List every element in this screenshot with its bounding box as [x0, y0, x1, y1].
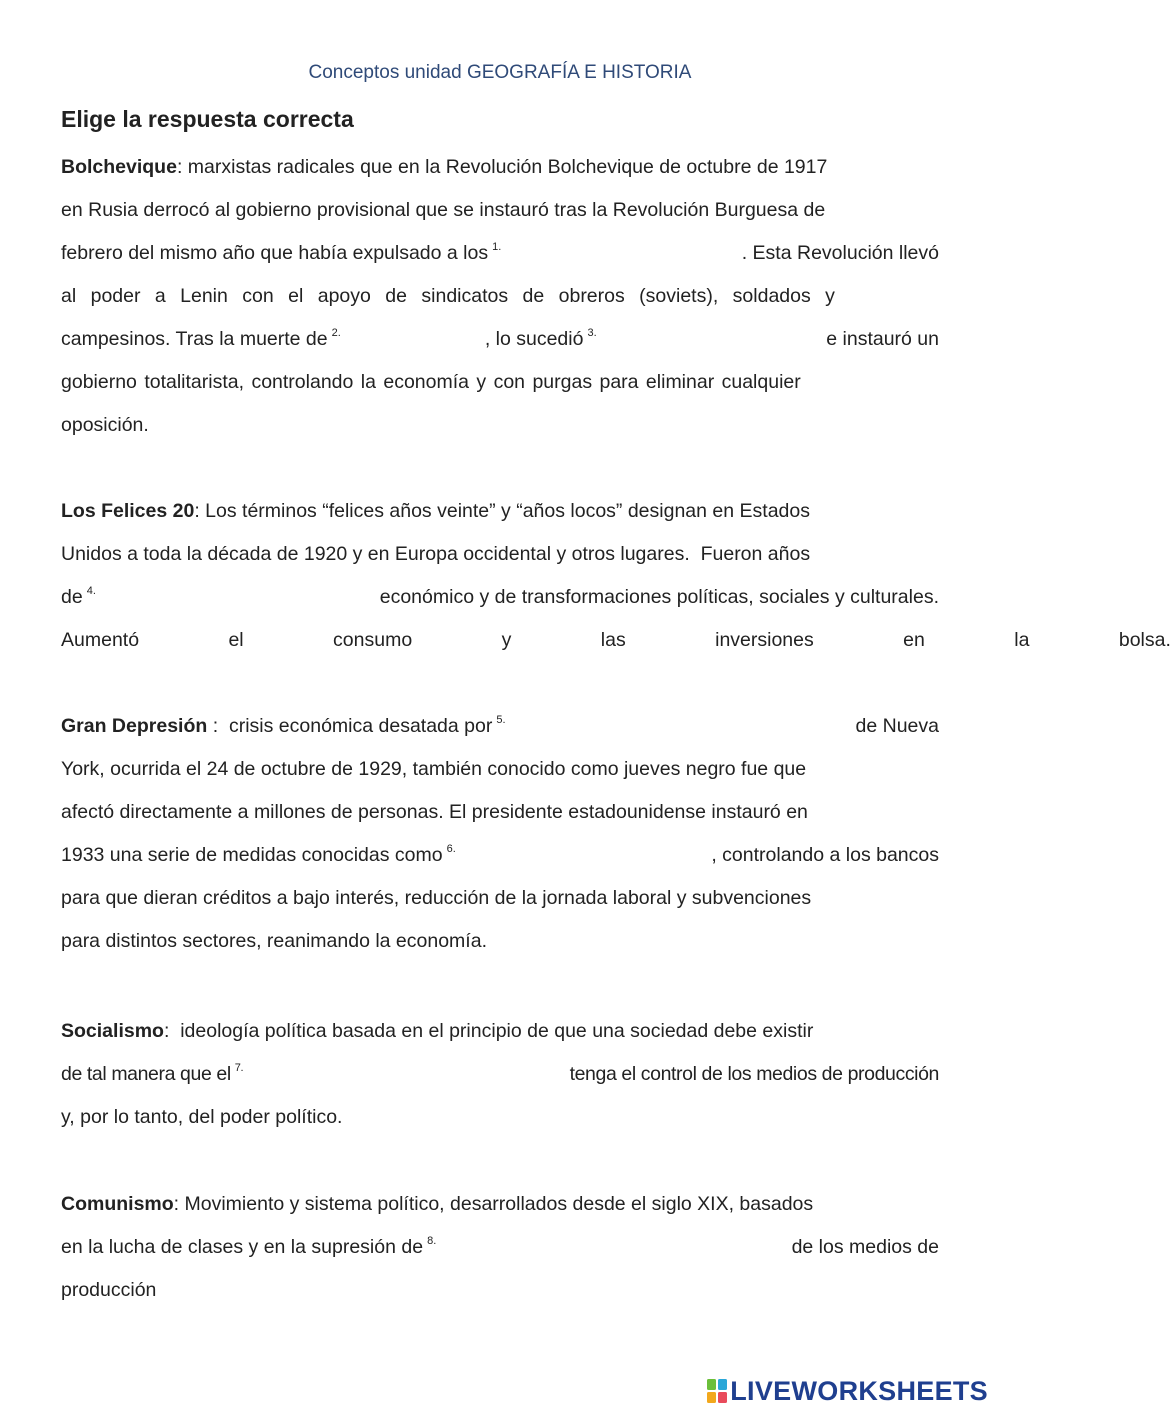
blank-number-7: 7. — [234, 1062, 244, 1074]
definition-text: en Rusia derrocó al gobierno provisional que se instauró tras la Revolución Burguesa de — [61, 199, 826, 221]
blank-number-2: 2. — [331, 327, 341, 339]
definition-text: para distintos sectores, reanimando la economía. — [61, 930, 487, 952]
definition-text: : marxistas radicales que en la Revolución Bolchevique de octubre de 1917 — [176, 156, 828, 178]
definition-text: : crisis económica desatada por — [207, 715, 493, 737]
definition-text: 1933 una serie de medidas conocidas como — [61, 844, 443, 866]
worksheet-title: Conceptos unidad GEOGRAFÍA E HISTORIA — [308, 62, 692, 83]
definition-text: al poder a Lenin con el apoyo de sindicatos de obreros (soviets), soldados y — [61, 285, 835, 307]
section-comunismo — [61, 1183, 939, 1312]
blank-number-3: 3. — [587, 327, 597, 339]
text-line — [61, 1269, 939, 1312]
instructions-heading: Elige la respuesta correcta — [61, 106, 354, 132]
definition-text: : ideología política basada en el principio de que una sociedad debe existir — [163, 1020, 814, 1042]
definition-text: tenga el control de los medios de producción — [569, 1063, 939, 1085]
text-line — [61, 920, 939, 963]
answer-input-2[interactable] — [341, 326, 485, 354]
answer-input-3[interactable] — [597, 326, 711, 354]
text-line — [61, 361, 939, 404]
term-bolchevique: Bolchevique — [61, 156, 177, 178]
definition-text: febrero del mismo año que había expulsado a los — [61, 242, 489, 264]
term-felices-20: Los Felices 20 — [61, 500, 195, 522]
definition-text: para que dieran créditos a bajo interés, reducción de la jornada laboral y subvenciones — [61, 887, 812, 909]
term-gran-depresion: Gran Depresión — [61, 715, 208, 737]
definition-text: campesinos. Tras la muerte de — [61, 328, 328, 350]
text-line — [61, 705, 939, 748]
text-line — [61, 1010, 939, 1053]
answer-input-1[interactable] — [501, 240, 635, 268]
blank-number-8: 8. — [427, 1235, 437, 1247]
definition-text: en la lucha de clases y en la supresión de — [61, 1236, 424, 1258]
definition-text: afectó directamente a millones de personas. El presidente estadounidense instauró en — [61, 801, 808, 823]
text-line — [61, 146, 939, 189]
answer-input-6[interactable] — [456, 842, 600, 870]
definition-text: de los medios de — [791, 1236, 939, 1258]
text-line — [61, 318, 939, 361]
text-line — [61, 1053, 939, 1096]
definition-text: : Movimiento y sistema político, desarrollados desde el siglo XIX, basados — [173, 1193, 814, 1215]
definition-text: producción — [61, 1279, 157, 1301]
text-line — [61, 834, 939, 877]
liveworksheets-logo-text: LIVEWORKSHEETS — [730, 1375, 988, 1406]
text-line — [61, 533, 939, 576]
definition-text: . Esta Revolución llevó — [741, 242, 939, 264]
text-line — [61, 490, 939, 533]
text-line — [61, 576, 939, 619]
definition-text: e instauró un — [826, 328, 939, 350]
liveworksheets-logo-icon — [706, 1378, 728, 1404]
text-line — [61, 275, 939, 318]
text-line — [61, 1096, 939, 1139]
text-line — [61, 1183, 939, 1226]
blank-number-1: 1. — [492, 241, 502, 253]
blank-number-5: 5. — [496, 714, 506, 726]
definition-text: de — [61, 586, 83, 608]
definition-text: Aumentó el consumo y las inversiones en la bolsa. — [61, 629, 1171, 651]
definition-text: de Nueva — [855, 715, 939, 737]
term-comunismo: Comunismo — [61, 1193, 174, 1215]
text-line — [61, 791, 939, 834]
definition-text: de tal manera que el — [61, 1063, 231, 1085]
answer-input-7[interactable] — [243, 1061, 417, 1089]
section-felices-20 — [61, 490, 1171, 662]
answer-input-5[interactable] — [506, 713, 730, 741]
definition-text: económico y de transformaciones políticas, sociales y culturales. — [379, 586, 939, 608]
definition-text: York, ocurrida el 24 de octubre de 1929, también conocido como jueves negro fue que — [61, 758, 807, 780]
text-line — [61, 748, 939, 791]
section-bolchevique — [61, 146, 939, 447]
text-line — [61, 619, 1171, 662]
text-line — [61, 877, 939, 920]
section-socialismo — [61, 1010, 939, 1139]
blank-number-4: 4. — [86, 585, 96, 597]
definition-text: , lo sucedió — [484, 328, 584, 350]
answer-input-8[interactable] — [436, 1234, 640, 1262]
term-socialismo: Socialismo — [61, 1020, 164, 1042]
definition-text: gobierno totalitarista, controlando la economía y con purgas para eliminar cualquier — [61, 371, 801, 393]
liveworksheets-logo — [706, 1374, 988, 1408]
text-line — [61, 404, 939, 447]
section-gran-depresion — [61, 705, 939, 963]
definition-text: , controlando a los bancos — [711, 844, 939, 866]
answer-input-4[interactable] — [96, 584, 250, 612]
definition-text: Unidos a toda la década de 1920 y en Europa occidental y otros lugares. Fueron años — [61, 543, 811, 565]
text-line — [61, 232, 939, 275]
definition-text: : Los términos “felices años veinte” y “años locos” designan en Estados — [194, 500, 810, 522]
definition-text: y, por lo tanto, del poder político. — [61, 1106, 343, 1128]
definition-text: oposición. — [61, 414, 149, 436]
text-line — [61, 1226, 939, 1269]
blank-number-6: 6. — [446, 843, 456, 855]
